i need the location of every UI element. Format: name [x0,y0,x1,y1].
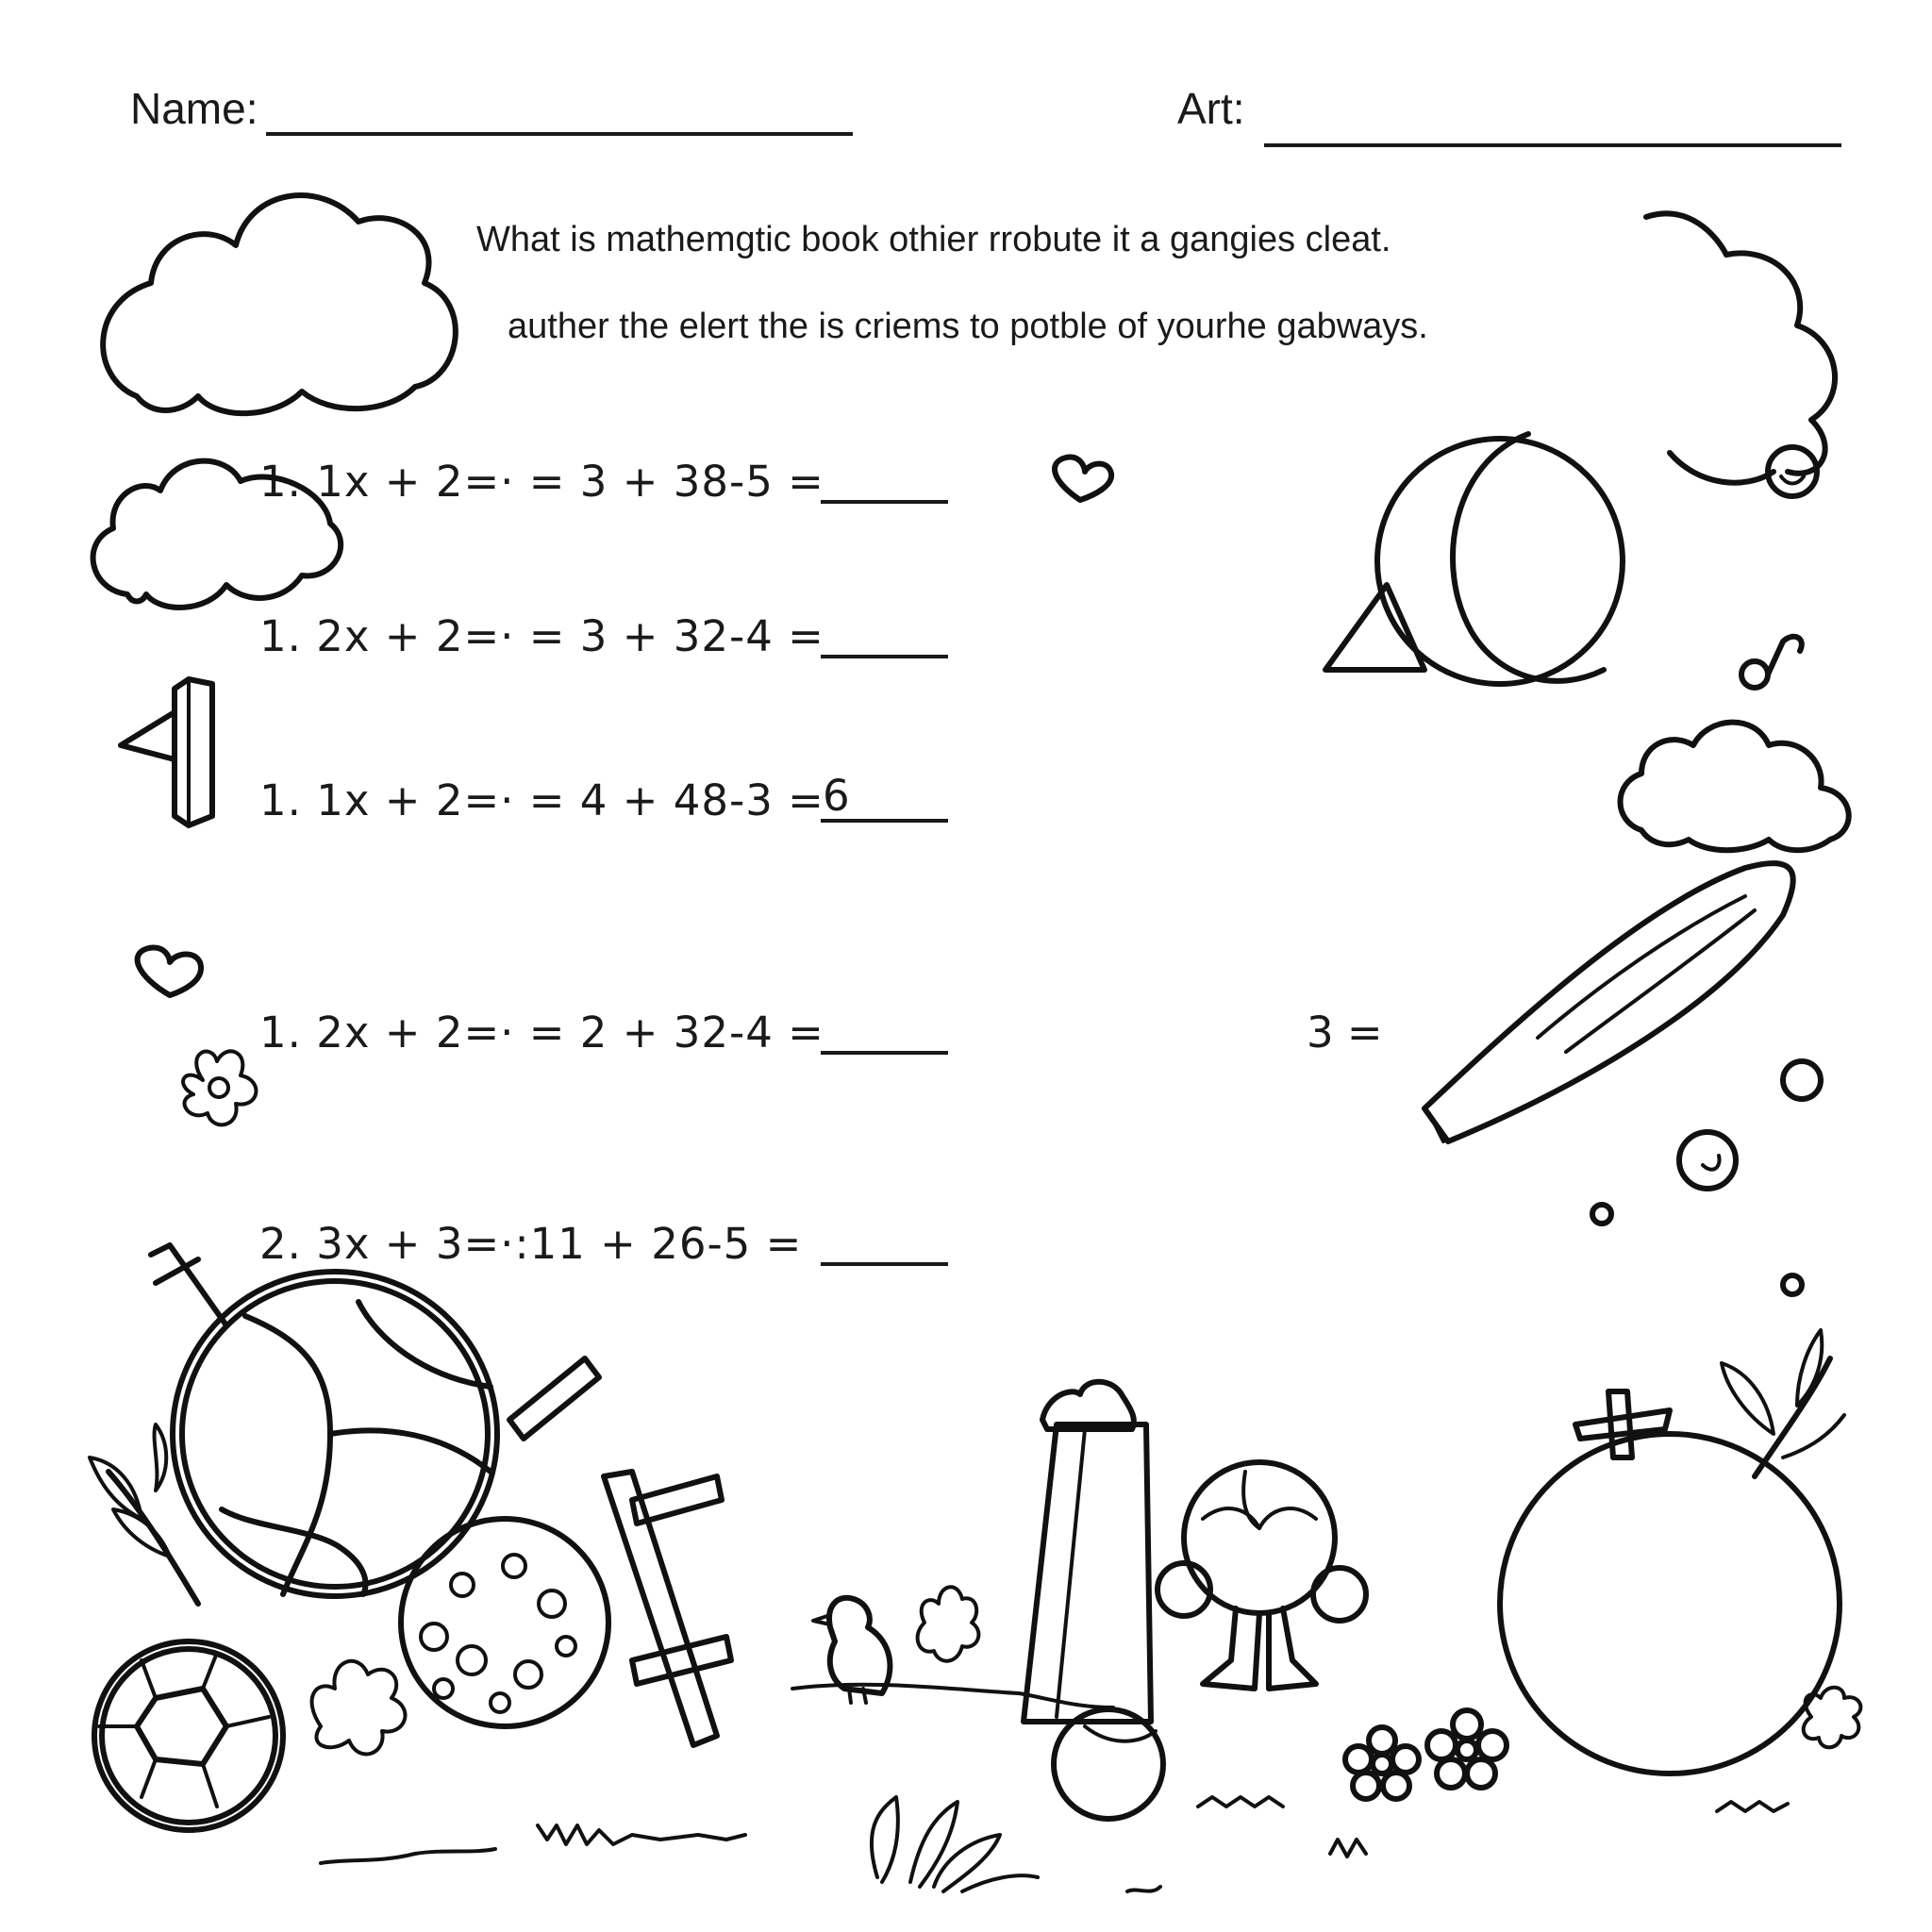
problem-3: 1. 1x + 2=· = 4 + 48-3 = [259,775,824,825]
ball-icon [1054,1709,1163,1819]
instruction-line-2: auther the elert the is criems to potble of yourhe gabways. [508,307,1428,346]
grass-icon [1717,1802,1788,1811]
cloud-icon [1621,723,1849,851]
soccer-ball-icon [94,1641,283,1830]
bubble-icon [1783,1275,1802,1294]
art-label: Art: [1177,84,1245,133]
pillar-icon [175,679,212,825]
leaf-sprig-icon [1755,1358,1830,1476]
triangle-icon [1325,585,1424,670]
problem-2: 1. 2x + 2=· = 3 + 32-4 = [259,611,824,661]
music-note-icon [1741,661,1768,688]
pillar-icon [1024,1424,1151,1722]
problem-5: 2. 3x + 3=·:11 + 26-5 = [259,1219,803,1269]
grass-icon [872,1797,1038,1891]
name-label: Name: [130,84,258,133]
cross-icon [151,1245,226,1325]
problem-4: 1. 2x + 2=· = 2 + 32-4 = [259,1008,824,1058]
cross-icon [604,1472,717,1745]
flower-icon [1427,1710,1507,1788]
surfboard-icon [1424,863,1793,1141]
heart-icon [1055,458,1111,500]
plank-icon [509,1358,599,1439]
leaf-sprig-icon [918,1587,979,1660]
side-equation: 3 = [1307,1008,1383,1058]
grass-icon [321,1849,495,1863]
instruction-line-1: What is mathemgtic book othier rrobute it a gangies cleat. [476,220,1391,259]
cloud-icon [1646,213,1835,473]
grass-icon [1330,1840,1366,1857]
flower-icon [183,1051,256,1124]
bubble-icon [1592,1205,1611,1224]
heart-icon [138,948,201,995]
cross-icon [1608,1391,1632,1457]
cloud-icon [93,461,341,608]
bubble-icon [1679,1132,1736,1189]
bubble-icon [1783,1061,1821,1099]
cloud-icon [103,195,456,413]
problem-1: 1. 1x + 2=· = 3 + 38-5 = [259,457,824,507]
grass-icon [1198,1797,1283,1807]
answer-3[interactable]: 6 [821,770,948,823]
leaf-sprig-icon [312,1661,406,1755]
bird-icon [829,1598,890,1693]
big-ball-icon [1500,1434,1840,1774]
flower-icon [1345,1727,1419,1799]
grass-icon [538,1825,745,1844]
cloud-icon [1670,453,1774,483]
